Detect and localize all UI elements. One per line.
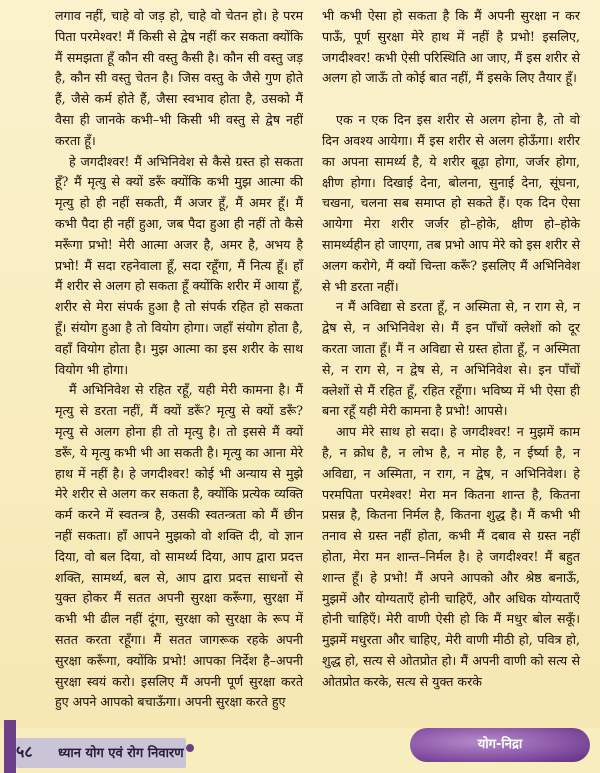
dot-ornament-icon [186,744,194,752]
page-number: ५८ [16,742,33,761]
paragraph: हे जगदीश्वर! मैं अभिनिवेश से कैसे ग्रस्त हो सकता हूँ? मैं मृत्यु से क्यों डरूँ क्योंकि कभी मुझ आत्मा की मृत्यु हो ही नहीं सकती, मैं अजर हूँ, मैं अमर हूँ। मैं कभी पैदा ही नहीं हुआ, जब पैदा हुआ ही नहीं तो कैसे मरूँगा प्रभो! मेरी आत्मा अजर है, अमर है, अभय है प्रभो! मैं सदा रहनेवाला हूँ, सदा रहूँगा, मैं नित्य हूँ। हाँ मैं शरीर से अलग हो सकता हूँ क्योंकि शरीर में आया हूँ, शरीर से मेरा संपर्क हुआ है तो संपर्क रहित हो सकता हूँ। संयोग हुआ है तो वियोग होगा। जहाँ संयोग होता है, वहाँ वियोग होता है। मुझ आत्मा का इस शरीर के साथ वियोग भी होगा। [55,153,303,377]
page-footer [0,728,600,773]
cross-ornament-icon [4,720,16,773]
right-column [322,6,580,693]
book-title: ध्यान योग एवं रोग निवारण [58,746,184,761]
paragraph: न मैं अविद्या से डरता हूँ, न अस्मिता से, न राग से, न द्वेष से, न अभिनिवेश से। मैं इन पाँचों क्लेशों को दूर करता जाता हूँ। मैं न अविद्या से ग्रस्त होता हूँ, न अस्मिता से, न राग से, न द्वेष से, न अभिनिवेश से। इन पाँचों क्लेशों से मैं रहित हूँ, रहित रहूँगा। भविष्य में भी ऐसा ही बना रहूँ यही मेरी कामना है प्रभो! आपसे। [322,299,580,419]
paragraph: मैं अभिनिवेश से रहित रहूँ, यही मेरी कामना है। मैं मृत्यु से डरता नहीं, मैं क्यों डरूँ? मृत्यु से क्यों डरूँ? मृत्यु से अलग होना ही तो मृत्यु है। तो इससे मैं क्यों डरूँ, ये मृत्यु कभी भी आ सकती है। मृत्यु का आना मेरे हाथ में नहीं है। हे जगदीश्वर! कोई भी अन्याय से मुझे मेरे शरीर से अलग कर सकता है, क्योंकि प्रत्येक व्यक्ति कर्म करने में स्वतन्त्र है, उसकी स्वतन्त्रता को मैं छीन नहीं सकता। हाँ आपने मुझको वो शक्ति दी, वो ज्ञान दिया, वो बल दिया, वो सामर्थ्य दिया, आप द्वारा प्रदत्त शक्ति, सामर्थ्य, बल से, आप द्वारा प्रदत्त साधनों से युक्त होकर मैं सतत अपनी सुरक्षा करूँगा, सुरक्षा में कभी भी ढील नहीं दूंगा, सुरक्षा को सुरक्षा के रूप में सतत करता रहूँगा। मैं सतत जागरूक रहके अपनी सुरक्षा करूँगा, क्योंकि प्रभो! आपका निर्देश है–अपनी सुरक्षा स्वयं करो। इसलिए मैं अपनी पूर्ण सुरक्षा करते हुए अपने आपको बचाऊँगा। अपनी सुरक्षा करते हुए [55,382,303,710]
paragraph: भी कभी ऐसा हो सकता है कि मैं अपनी सुरक्षा न कर पाऊँ, पूर्ण सुरक्षा मेरे हाथ में नहीं है प्रभो! इसलिए, जगदीश्वर! कभी ऐसी परिस्थिति आ जाए, मैं इस शरीर से अलग हो जाऊँ तो कोई बात नहीं, मैं इसके लिए तैयार हूँ। [322,8,580,86]
section-tag: योग-निद्रा [410,728,590,762]
paragraph: आप मेरे साथ हो सदा। हे जगदीश्वर! न मुझमें काम है, न क्रोध है, न लोभ है, न मोह है, न ईर्ष्या है, न अविद्या, न अस्मिता, न राग, न द्वेष, न अभिनिवेश। हे परमपिता परमेश्वर! मेरा मन कितना शान्त है, कितना प्रसन्न है, कितना निर्मल है, कितना शुद्ध है। मैं कभी भी तनाव से ग्रस्त नहीं होता, कभी मैं दबाव से ग्रस्त नहीं होता, मेरा मन शान्त–निर्मल है। हे जगदीश्वर! मैं बहुत शान्त हूँ। हे प्रभो! मैं अपने आपको और श्रेष्ठ बनाऊँ, मुझमें और योग्यताएँ होनी चाहिएँ, और अधिक योग्यताएँ होनी चाहिएँ। मेरी वाणी ऐसी हो कि मैं मधुर बोल सकूँ। मुझमें मधुरता और चाहिए, मेरी वाणी मीठी हो, पवित्र हो, शुद्ध हो, सत्य से ओतप्रोत हो। मैं अपनी वाणी को सत्य से ओतप्रोत करके, सत्य से युक्त करके [322,424,580,689]
paragraph: एक न एक दिन इस शरीर से अलग होना है, तो वो दिन अवश्य आयेगा। मैं इस शरीर से अलग होऊँगा। शरीर का अपना सामर्थ्य है, ये शरीर बूढ़ा होगा, जर्जर होगा, क्षीण होगा। दिखाई देना, बोलना, सुनाई देना, सूंघना, चखना, चलना सब समाप्त हो सकते हैं। एक दिन ऐसा आयेगा मेरा शरीर जर्जर हो–होके, क्षीण हो–होके सामर्थ्यहीन हो जाएगा, तब प्रभो आप मेरे को इस शरीर से अलग करोगे, मैं क्यों चिन्ता करूँ? इसलिए मैं अभिनिवेश से भी डरता नहीं। [322,112,580,294]
paragraph: लगाव नहीं, चाहे वो जड़ हो, चाहे वो चेतन हो। हे परम पिता परमेश्वर! मैं किसी से द्वेष नहीं कर सकता क्योंकि मैं समझता हूँ कौन सी वस्तु कैसी है। कौन सी वस्तु जड़ है, कौन सी वस्तु चेतन है। जिस वस्तु के जैसे गुण होते हैं, जैसे कर्म होते हैं, जैसा स्वभाव होता है, उसको मैं वैसा ही जानके कभी–भी किसी भी वस्तु से द्वेष नहीं करता हूँ। [55,8,303,148]
left-column [55,6,303,713]
